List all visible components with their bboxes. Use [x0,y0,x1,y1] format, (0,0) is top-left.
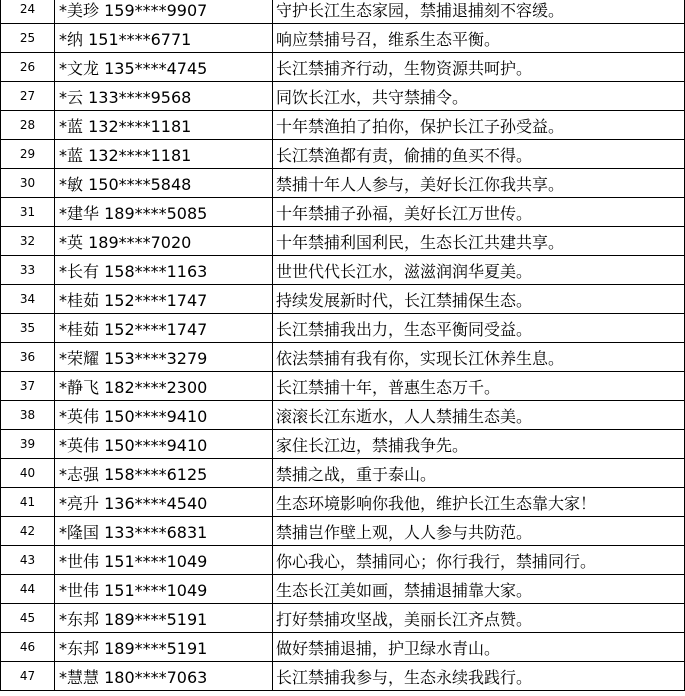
slogan-cell: 禁捕之战，重于泰山。 [273,459,685,488]
contributor-cell: *纳 151****6771 [55,24,273,53]
contributor-cell: *英伟 150****9410 [55,401,273,430]
table-row [1,604,685,633]
row-number-cell: 27 [1,82,55,111]
slogan-cell: 禁捕岂作壁上观，人人参与共防范。 [273,517,685,546]
row-number-cell: 46 [1,633,55,662]
row-number-cell: 26 [1,53,55,82]
slogan-cell: 长江禁捕我出力，生态平衡同受益。 [273,314,685,343]
row-number-cell: 32 [1,227,55,256]
slogan-cell: 打好禁捕攻坚战，美丽长江齐点赞。 [273,604,685,633]
contributor-cell: *世伟 151****1049 [55,546,273,575]
table-row [1,633,685,662]
contributor-cell: *荣耀 153****3279 [55,343,273,372]
row-number-cell: 42 [1,517,55,546]
slogan-cell: 守护长江生态家园，禁捕退捕刻不容缓。 [273,0,685,24]
slogan-cell: 十年禁捕子孙福，美好长江万世传。 [273,198,685,227]
row-number-cell: 37 [1,372,55,401]
slogan-cell: 同饮长江水，共守禁捕令。 [273,82,685,111]
row-number-cell: 35 [1,314,55,343]
table-row [1,256,685,285]
contributor-cell: *桂茹 152****1747 [55,314,273,343]
slogan-cell: 响应禁捕号召，维系生态平衡。 [273,24,685,53]
row-number-cell: 25 [1,24,55,53]
slogan-cell: 长江禁渔都有责，偷捕的鱼买不得。 [273,140,685,169]
slogan-cell: 依法禁捕有我有你，实现长江休养生息。 [273,343,685,372]
contributor-cell: *蓝 132****1181 [55,140,273,169]
table-row [1,140,685,169]
contributor-cell: *东邦 189****5191 [55,633,273,662]
row-number-cell: 44 [1,575,55,604]
contributor-cell: *英伟 150****9410 [55,430,273,459]
slogan-cell: 禁捕十年人人参与，美好长江你我共享。 [273,169,685,198]
row-number-cell: 47 [1,662,55,691]
row-number-cell: 30 [1,169,55,198]
contributor-cell: *隆国 133****6831 [55,517,273,546]
table-row [1,24,685,53]
slogan-cell: 世世代代长江水，滋滋润润华夏美。 [273,256,685,285]
row-number-cell: 24 [1,0,55,24]
slogan-cell: 长江禁捕我参与，生态永续我践行。 [273,662,685,691]
table-row [1,111,685,140]
slogan-cell: 滚滚长江东逝水，人人禁捕生态美。 [273,401,685,430]
table-row [1,285,685,314]
table-row [1,227,685,256]
slogan-cell: 做好禁捕退捕，护卫绿水青山。 [273,633,685,662]
contributor-cell: *蓝 132****1181 [55,111,273,140]
table-row [1,517,685,546]
contributor-cell: *长有 158****1163 [55,256,273,285]
contributor-cell: *东邦 189****5191 [55,604,273,633]
table-row [1,546,685,575]
slogan-cell: 生态环境影响你我他，维护长江生态靠大家！ [273,488,685,517]
slogan-cell: 长江禁捕齐行动，生物资源共呵护。 [273,53,685,82]
table-row [1,662,685,691]
slogan-cell: 长江禁捕十年，普惠生态万千。 [273,372,685,401]
table-row [1,401,685,430]
slogan-cell: 十年禁捕利国利民，生态长江共建共享。 [273,227,685,256]
slogan-cell: 你心我心，禁捕同心；你行我行，禁捕同行。 [273,546,685,575]
row-number-cell: 43 [1,546,55,575]
table-row [1,82,685,111]
table-row [1,198,685,227]
contributor-cell: *云 133****9568 [55,82,273,111]
table-row [1,343,685,372]
row-number-cell: 33 [1,256,55,285]
slogan-cell: 持续发展新时代，长江禁捕保生态。 [273,285,685,314]
contributor-cell: *敏 150****5848 [55,169,273,198]
table-row [1,314,685,343]
slogan-cell: 生态长江美如画，禁捕退捕靠大家。 [273,575,685,604]
row-number-cell: 34 [1,285,55,314]
row-number-cell: 45 [1,604,55,633]
contributor-cell: *亮升 136****4540 [55,488,273,517]
contributor-cell: *慧慧 180****7063 [55,662,273,691]
contributor-cell: *美珍 159****9907 [55,0,273,24]
contributor-cell: *文龙 135****4745 [55,53,273,82]
row-number-cell: 41 [1,488,55,517]
row-number-cell: 39 [1,430,55,459]
contributor-cell: *静飞 182****2300 [55,372,273,401]
contributor-cell: *桂茹 152****1747 [55,285,273,314]
table-row [1,372,685,401]
contributor-cell: *世伟 151****1049 [55,575,273,604]
table-row [1,488,685,517]
table-row [1,459,685,488]
table-row [1,53,685,82]
contributor-cell: *英 189****7020 [55,227,273,256]
table-row [1,0,685,24]
contributor-cell: *建华 189****5085 [55,198,273,227]
row-number-cell: 38 [1,401,55,430]
slogan-cell: 家住长江边，禁捕我争先。 [273,430,685,459]
table-row [1,430,685,459]
row-number-cell: 31 [1,198,55,227]
table-row [1,169,685,198]
row-number-cell: 36 [1,343,55,372]
table-body [1,0,685,691]
slogan-cell: 十年禁渔拍了拍你，保护长江子孙受益。 [273,111,685,140]
row-number-cell: 40 [1,459,55,488]
row-number-cell: 29 [1,140,55,169]
table-row [1,575,685,604]
row-number-cell: 28 [1,111,55,140]
contributor-cell: *志强 158****6125 [55,459,273,488]
